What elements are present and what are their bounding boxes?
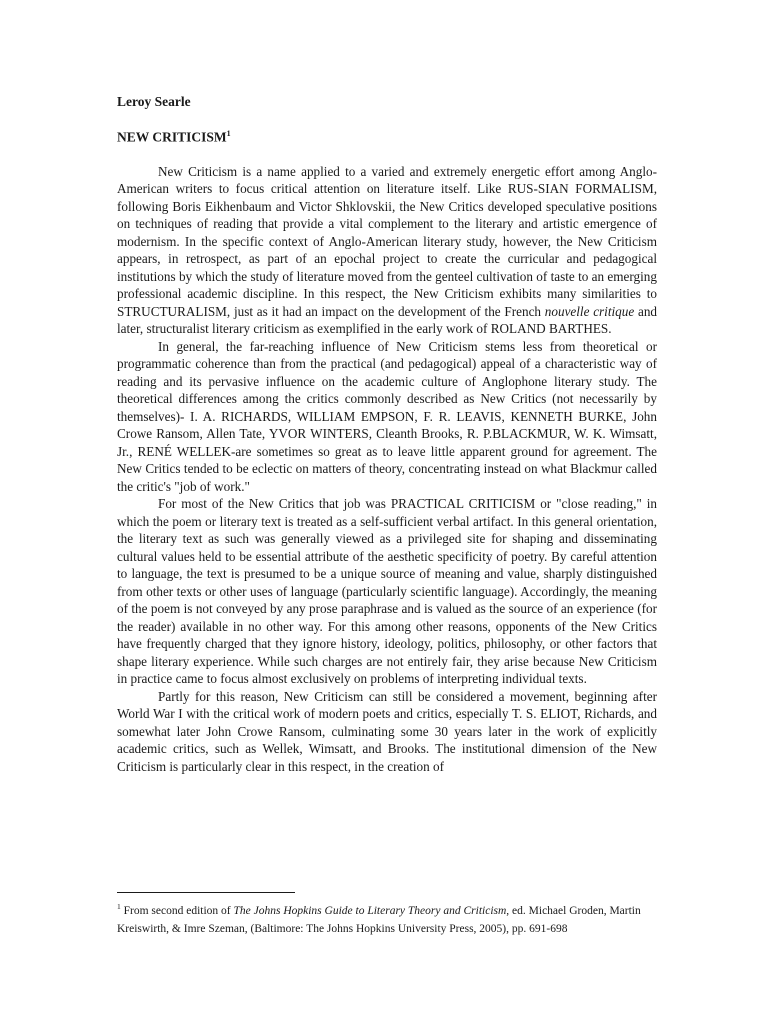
paragraph-2: In general, the far-reaching influence of New Criticism stems less from theoretical or programmatic coherence than from the practical (and pedagogical) appeal of a characteristic way of reading and its pervasive influence on the academic culture of Anglophone literary study. The theoretical differences among the critics commonly described as New Critics (not necessarily by themselves)- I. A. RICHARDS, WILLIAM EMPSON, F. R. LEAVIS, KENNETH BURKE, John Crowe Ransom, Allen Tate, YVOR WINTERS, Cleanth Brooks, R. P.BLACKMUR, W. K. Wimsatt, Jr., RENÉ WELLEK-are sometimes so great as to leave little apparent ground for agreement. The New Critics tended to be eclectic on matters of theory, concentrating instead on what Blackmur called the critic's "job of work." <box>117 338 657 494</box>
paragraph-1-text-b: and later, structuralist literary criticism as exemplified in the early work of ROLAND BARTHES. <box>117 303 658 336</box>
footnote-divider <box>117 892 295 893</box>
footnote-reference: 1 <box>226 129 231 138</box>
article-title <box>117 125 657 147</box>
paragraph-1-text-a: New Criticism is a name applied to a varied and extremely energetic effort among Anglo-American writers to focus critical attention on literature itself. Like RUS-SIAN FORMALISM, following Boris Eikhenbaum and Victor Shklovskii, the New Critics developed speculative positions on techniques of reading that provide a vital complement to the literary and artistic emergence of modernism. In the specific context of Anglo-American literary study, however, the New Criticism appears, in retrospect, as part of an epochal project to create the curricular and pedagogical institutions by which the study of literature moved from the genteel cultivation of taste to an emerging professional academic discipline. In this respect, the New Criticism exhibits many similarities to STRUCTURALISM, just as it had an impact on the development of the French <box>117 163 657 319</box>
footnote-text-a: From second edition of <box>120 904 234 917</box>
footnote <box>117 898 657 938</box>
paragraph-3: For most of the New Critics that job was PRACTICAL CRITICISM or "close reading," in which the poem or literary text is treated as a self-sufficient verbal artifact. In this general orientation, the literary text as such was generally viewed as a privileged site for shaping and disseminating cultural values held to be essential attribute of the aesthetic specificity of poetry. By careful attention to language, the text is presumed to be a unique source of meaning and value, sharply distinguished from other texts or other uses of language (particularly scientific language). Accordingly, the meaning of the poem is not conveyed by any prose paraphrase and is valued as the source of an experience (for the reader) available in no other way. For this among other reasons, opponents of the New Critics have frequently charged that they ignore history, ideology, politics, philosophy, or other factors that shape literary experience. While such charges are not entirely fair, they arise because New Criticism in practice came to focus almost exclusively on problems of interpreting individual texts. <box>117 496 657 686</box>
article-title-text: NEW CRITICISM <box>117 129 227 145</box>
paragraph-1 <box>117 163 657 338</box>
footnote-marker: 1 <box>117 902 121 911</box>
paragraph-1-italic: nouvelle critique <box>544 303 635 319</box>
document-page <box>117 93 657 775</box>
footnote-book-title: The Johns Hopkins Guide to Literary Theory and Criticism <box>233 904 507 917</box>
paragraph-4: Partly for this reason, New Criticism can still be considered a movement, beginning after World War I with the critical work of modern poets and critics, especially T. S. ELIOT, Richards, and somewhat later John Crowe Ransom, culminating some 30 years later in the work of explicitly academic critics, such as Wellek, Wimsatt, and Brooks. The institutional dimension of the New Criticism is particularly clear in this respect, in the creation of <box>117 688 657 774</box>
footnote-text-b: , ed. Michael Groden, Martin Kreiswirth, & Imre Szeman, (Baltimore: The Johns Hopkins University Press, 2005), pp. 691-698 <box>117 904 641 935</box>
author-name: Leroy Searle <box>117 94 191 109</box>
